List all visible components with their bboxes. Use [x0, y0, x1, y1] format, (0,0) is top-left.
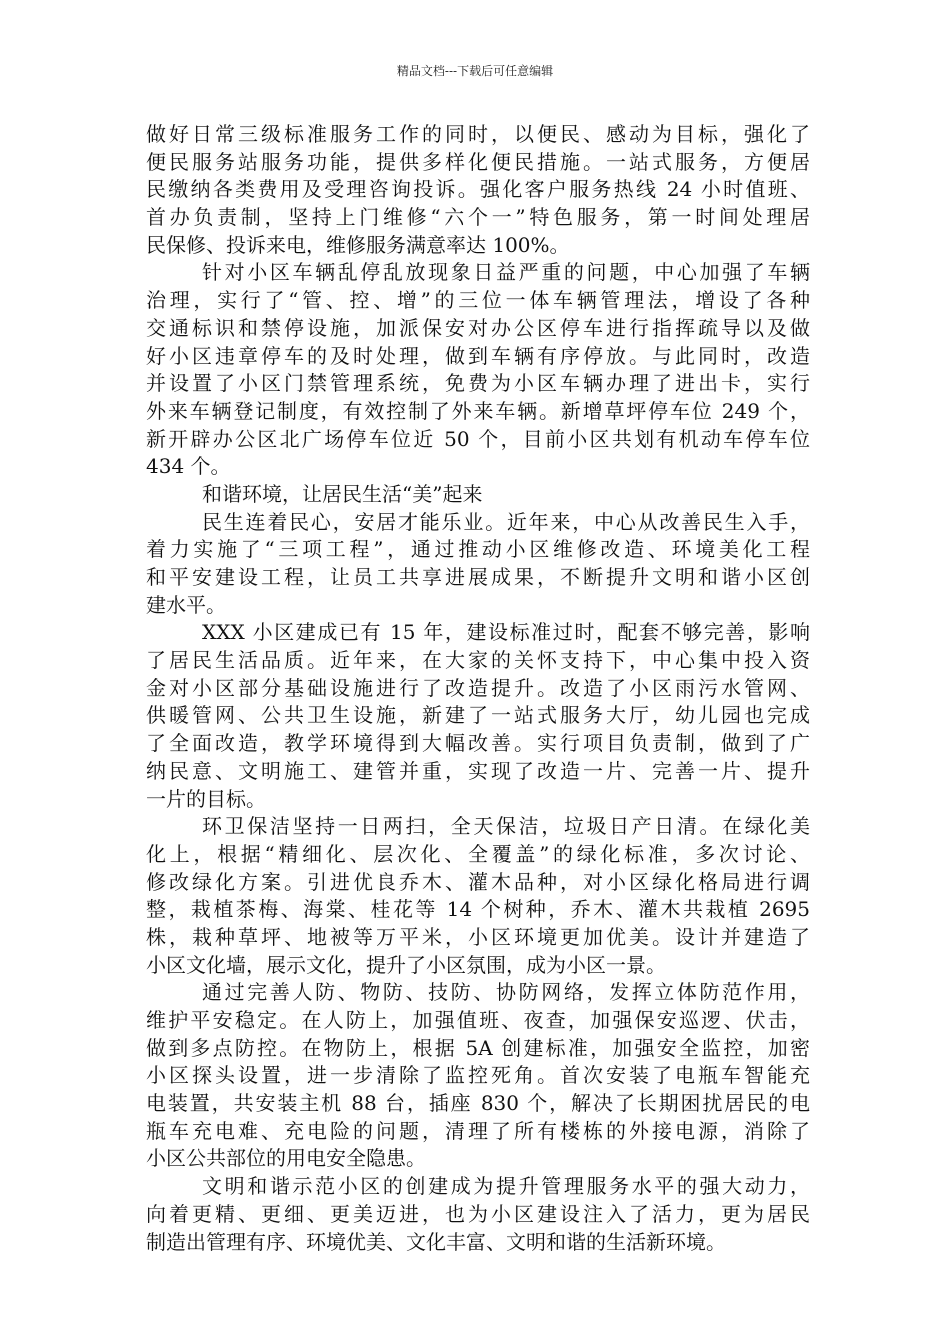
- text-line: 修改绿化方案。引进优良乔木、灌木品种，对小区绿化格局进行调: [146, 869, 810, 894]
- document-body: [146, 121, 810, 1256]
- text-line: 做好日常三级标准服务工作的同时，以便民、感动为目标，强化了: [146, 122, 810, 146]
- text-line: 并设置了小区门禁管理系统，免费为小区车辆办理了进出卡，实行: [146, 371, 810, 396]
- text-line: 着力实施了“三项工程”，通过推动小区维修改造、环境美化工程: [146, 537, 810, 562]
- text-line: 小区探头设置，进一步清除了监控死角。首次安装了电瓶车智能充: [146, 1063, 810, 1088]
- text-line: 整，栽植茶梅、海棠、桂花等 14 个树种，乔木、灌木共栽植 2695: [146, 897, 810, 922]
- text-line: 做到多点防控。在物防上，根据 5A 创建标准，加强安全监控，加密: [146, 1035, 810, 1060]
- text-line: 便民服务站服务功能，提供多样化便民措施。一站式服务，方便居: [146, 149, 810, 174]
- text-line: 文明和谐示范小区的创建成为提升管理服务水平的强大动力，: [202, 1174, 810, 1199]
- text-line: 民保修、投诉来电，维修服务满意率达 100%。: [146, 232, 570, 257]
- text-line: 针对小区车辆乱停乱放现象日益严重的问题，中心加强了车辆: [202, 260, 810, 285]
- text-line: 向着更精、更细、更美迈进，也为小区建设注入了活力，更为居民: [146, 1201, 810, 1226]
- text-line: XXX 小区建成已有 15 年，建设标准过时，配套不够完善，影响: [202, 620, 810, 645]
- text-line: 好小区违章停车的及时处理，做到车辆有序停放。与此同时，改造: [146, 343, 810, 368]
- text-line: 和平安建设工程，让员工共享进展成果，不断提升文明和谐小区创: [146, 565, 810, 589]
- text-line: 制造出管理有序、环境优美、文化丰富、文明和谐的生活新环境。: [146, 1229, 726, 1254]
- text-line: 民生连着民心，安居才能乐业。近年来，中心从改善民生入手，: [202, 509, 810, 534]
- text-line: 了全面改造，教学环境得到大幅改善。实行项目负责制，做到了广: [146, 731, 810, 756]
- text-line: 小区公共部位的用电安全隐患。: [146, 1146, 426, 1171]
- text-line: 纳民意、文明施工、建管并重，实现了改造一片、完善一片、提升: [146, 758, 810, 783]
- text-line: 外来车辆登记制度，有效控制了外来车辆。新增草坪停车位 249 个，: [146, 398, 810, 423]
- text-line: 交通标识和禁停设施，加派保安对办公区停车进行指挥疏导以及做: [146, 315, 810, 340]
- text-line: 化上，根据“精细化、层次化、全覆盖”的绿化标准，多次讨论、: [146, 841, 810, 866]
- text-line: 治理，实行了“管、控、增”的三位一体车辆管理法，增设了各种: [146, 288, 810, 313]
- text-line: 434 个。: [146, 454, 231, 479]
- text-line: 环卫保洁坚持一日两扫，全天保洁，垃圾日产日清。在绿化美: [202, 814, 810, 839]
- text-line: 供暖管网、公共卫生设施，新建了一站式服务大厅，幼儿园也完成: [146, 703, 810, 728]
- text-line: 建水平。: [146, 592, 226, 617]
- text-line: 和谐环境，让居民生活“美”起来: [202, 481, 483, 506]
- text-line: 维护平安稳定。在人防上，加强值班、夜查，加强保安巡逻、伏击，: [146, 1008, 810, 1032]
- text-line: 通过完善人防、物防、技防、协防网络，发挥立体防范作用，: [202, 980, 810, 1005]
- text-line: 新开辟办公区北广场停车位近 50 个，目前小区共划有机动车停车位: [146, 426, 810, 451]
- text-line: 一片的目标。: [146, 786, 266, 811]
- text-line: 首办负责制，坚持上门维修“六个一”特色服务，第一时间处理居: [146, 205, 810, 230]
- page-header: 精品文档---下载后可任意编辑: [396, 64, 554, 78]
- text-line: 民缴纳各类费用及受理咨询投诉。强化客户服务热线 24 小时值班、: [146, 177, 810, 202]
- text-line: 株，栽种草坪、地被等万平米，小区环境更加优美。设计并建造了: [146, 924, 810, 949]
- text-line: 电装置，共安装主机 88 台，插座 830 个，解决了长期困扰居民的电: [146, 1091, 810, 1116]
- text-line: 瓶车充电难、充电险的问题，清理了所有楼栋的外接电源，消除了: [146, 1118, 810, 1143]
- text-line: 了居民生活品质。近年来，在大家的关怀支持下，中心集中投入资: [146, 648, 810, 673]
- text-line: 金对小区部分基础设施进行了改造提升。改造了小区雨污水管网、: [146, 675, 810, 700]
- text-line: 小区文化墙，展示文化，提升了小区氛围，成为小区一景。: [146, 952, 666, 977]
